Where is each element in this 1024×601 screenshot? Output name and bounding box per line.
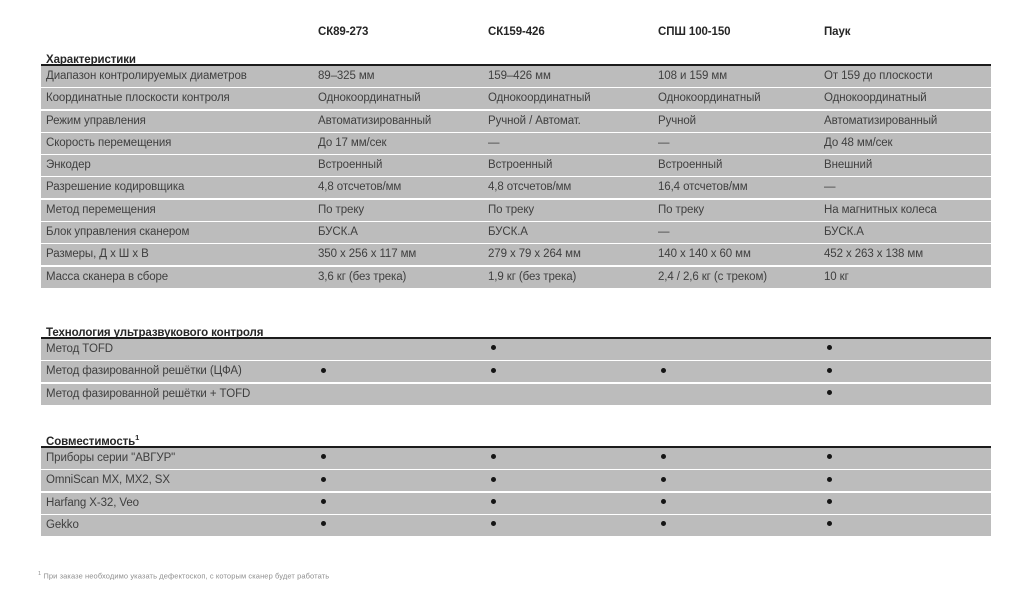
footnote — [38, 571, 329, 581]
bullet-icon — [827, 477, 832, 482]
bullet-icon — [321, 454, 326, 459]
cell-value: 4,8 отсчетов/мм — [318, 181, 402, 194]
table-row — [41, 66, 991, 87]
table-row — [41, 177, 991, 198]
cell-value: Внешний — [824, 159, 873, 172]
table-row — [41, 339, 991, 360]
table-row — [41, 133, 991, 154]
product-column-header: СК89-273 — [318, 26, 369, 38]
cell-value: 4,8 отсчетов/мм — [488, 181, 572, 194]
cell-value: БУСК.А — [318, 226, 358, 239]
cell-value — [483, 493, 653, 514]
row-label: Разрешение кодировщика — [46, 181, 185, 194]
cell-value: 16,4 отсчетов/мм — [658, 181, 748, 194]
cell-value: 108 и 159 мм — [658, 70, 727, 82]
bullet-icon — [491, 345, 496, 350]
cell-value — [653, 361, 819, 382]
cell-value: 89–325 мм — [318, 70, 375, 82]
bullet-icon — [491, 368, 496, 373]
cell-value — [653, 493, 819, 514]
rows-table — [41, 337, 991, 405]
cell-value: — — [658, 226, 670, 239]
cell-value: Однокоординатный — [658, 92, 761, 105]
footnote-text: При заказе необходимо указать дефектоскоп, с которым сканер будет работать — [43, 571, 330, 581]
section-title — [41, 322, 991, 339]
bullet-icon — [827, 521, 832, 526]
row-label: Диапазон контролируемых диаметров — [46, 70, 247, 82]
cell-value — [483, 448, 653, 469]
bullet-icon — [491, 521, 496, 526]
cell-value: По треку — [488, 203, 535, 216]
cell-value: Однокоординатный — [488, 92, 591, 105]
cell-value — [483, 361, 653, 382]
rows-table — [41, 64, 991, 288]
row-label: Координатные плоскости контроля — [46, 92, 230, 105]
bullet-icon — [827, 454, 832, 459]
row-label: Gekko — [46, 518, 79, 531]
product-column-header: Паук — [824, 26, 851, 38]
cell-value: БУСК.А — [824, 226, 864, 239]
cell-value: 140 x 140 x 60 мм — [658, 248, 751, 261]
cell-value: 3,6 кг (без трека) — [318, 270, 407, 283]
section-title-sup: 1 — [135, 433, 140, 442]
cell-value: По треку — [658, 203, 705, 216]
rows-table — [41, 446, 991, 536]
cell-value — [483, 384, 653, 405]
product-column-header: СПШ 100-150 — [658, 26, 731, 38]
cell-value — [653, 515, 819, 536]
section-title — [41, 49, 991, 66]
row-label: Метод фазированной решётки + TOFD — [46, 387, 251, 400]
cell-value: Однокоординатный — [318, 92, 421, 105]
bullet-icon — [661, 368, 666, 373]
cell-value: — — [658, 136, 670, 149]
table-row — [41, 267, 991, 288]
cell-value — [313, 470, 483, 491]
bullet-icon — [661, 521, 666, 526]
bullet-icon — [491, 454, 496, 459]
cell-value — [653, 448, 819, 469]
bullet-icon — [491, 499, 496, 504]
row-label: Масса сканера в сборе — [46, 270, 169, 283]
cell-value: 279 x 79 x 264 мм — [488, 248, 581, 261]
cell-value — [819, 339, 991, 360]
cell-value: На магнитных колеса — [824, 203, 937, 216]
row-label: OmniScan MX, MX2, SX — [46, 474, 170, 487]
cell-value — [483, 339, 653, 360]
bullet-icon — [827, 499, 832, 504]
section-title-text: Характеристики — [46, 53, 136, 66]
cell-value — [313, 493, 483, 514]
bullet-icon — [321, 477, 326, 482]
table-row — [41, 515, 991, 536]
bullet-icon — [321, 368, 326, 373]
cell-value: 159–426 мм — [488, 70, 551, 82]
row-label: Режим управления — [46, 114, 146, 127]
row-label: Приборы серии "АВГУР" — [46, 452, 176, 464]
cell-value — [313, 361, 483, 382]
row-label: Скорость перемещения — [46, 136, 172, 149]
cell-value: БУСК.А — [488, 226, 528, 239]
cell-value — [653, 339, 819, 360]
table-row — [41, 361, 991, 382]
cell-value — [313, 515, 483, 536]
table-row — [41, 111, 991, 132]
cell-value: Автоматизированный — [318, 114, 432, 127]
table-row — [41, 384, 991, 405]
table-row — [41, 200, 991, 221]
table-row — [41, 222, 991, 243]
cell-value: 452 x 263 x 138 мм — [824, 248, 924, 261]
cell-value: До 17 мм/сек — [318, 136, 387, 149]
row-label: Метод перемещения — [46, 203, 156, 216]
bullet-icon — [827, 368, 832, 373]
bullet-icon — [827, 390, 832, 395]
cell-value: Ручной / Автомат. — [488, 114, 581, 127]
cell-value — [819, 384, 991, 405]
cell-value: 350 x 256 x 117 мм — [318, 248, 417, 261]
cell-value: — — [488, 136, 500, 149]
row-label-column-spacer — [41, 26, 313, 39]
section-title — [41, 431, 991, 448]
footnote-sup: 1 — [38, 571, 42, 577]
cell-value — [819, 448, 991, 469]
cell-value: По треку — [318, 203, 365, 216]
row-label: Метод фазированной решётки (ЦФА) — [46, 365, 242, 378]
cell-value: Встроенный — [658, 159, 723, 172]
bullet-icon — [491, 477, 496, 482]
cell-value: Встроенный — [488, 159, 553, 172]
cell-value: От 159 до плоскости — [824, 70, 933, 82]
cell-value: Однокоординатный — [824, 92, 927, 105]
cell-value — [653, 384, 819, 405]
table-row — [41, 88, 991, 109]
cell-value — [819, 470, 991, 491]
cell-value: Встроенный — [318, 159, 383, 172]
product-column-header: СК159-426 — [488, 26, 545, 38]
section-ndt-technology — [41, 322, 991, 406]
row-label: Блок управления сканером — [46, 226, 190, 239]
cell-value — [483, 470, 653, 491]
cell-value — [313, 448, 483, 469]
row-label: Метод TOFD — [46, 343, 114, 355]
cell-value: До 48 мм/сек — [824, 136, 893, 149]
row-label: Размеры, Д х Ш х В — [46, 248, 149, 261]
bullet-icon — [661, 477, 666, 482]
cell-value: — — [824, 181, 836, 194]
bullet-icon — [321, 521, 326, 526]
table-row — [41, 470, 991, 491]
section-title-text: Технология ультразвукового контроля — [46, 326, 264, 339]
row-label: Энкодер — [46, 159, 91, 172]
column-headers-row — [41, 26, 991, 39]
section-title-text: Совместимость — [46, 435, 136, 448]
section-compatibility — [41, 431, 991, 537]
table-row — [41, 493, 991, 514]
cell-value: 1,9 кг (без трека) — [488, 270, 577, 283]
table-row — [41, 244, 991, 265]
row-label: Harfang X-32, Veo — [46, 496, 139, 509]
cell-value: 2,4 / 2,6 кг (с треком) — [658, 270, 767, 283]
cell-value: 10 кг — [824, 270, 849, 283]
cell-value — [819, 493, 991, 514]
table-row — [41, 155, 991, 176]
cell-value — [653, 470, 819, 491]
bullet-icon — [827, 345, 832, 350]
table-row — [41, 448, 991, 469]
bullet-icon — [321, 499, 326, 504]
section-characteristics — [41, 49, 991, 289]
bullet-icon — [661, 499, 666, 504]
cell-value — [313, 384, 483, 405]
cell-value — [819, 515, 991, 536]
cell-value — [819, 361, 991, 382]
cell-value — [313, 339, 483, 360]
cell-value: Ручной — [658, 114, 696, 127]
bullet-icon — [661, 454, 666, 459]
cell-value: Автоматизированный — [824, 114, 938, 127]
cell-value — [483, 515, 653, 536]
